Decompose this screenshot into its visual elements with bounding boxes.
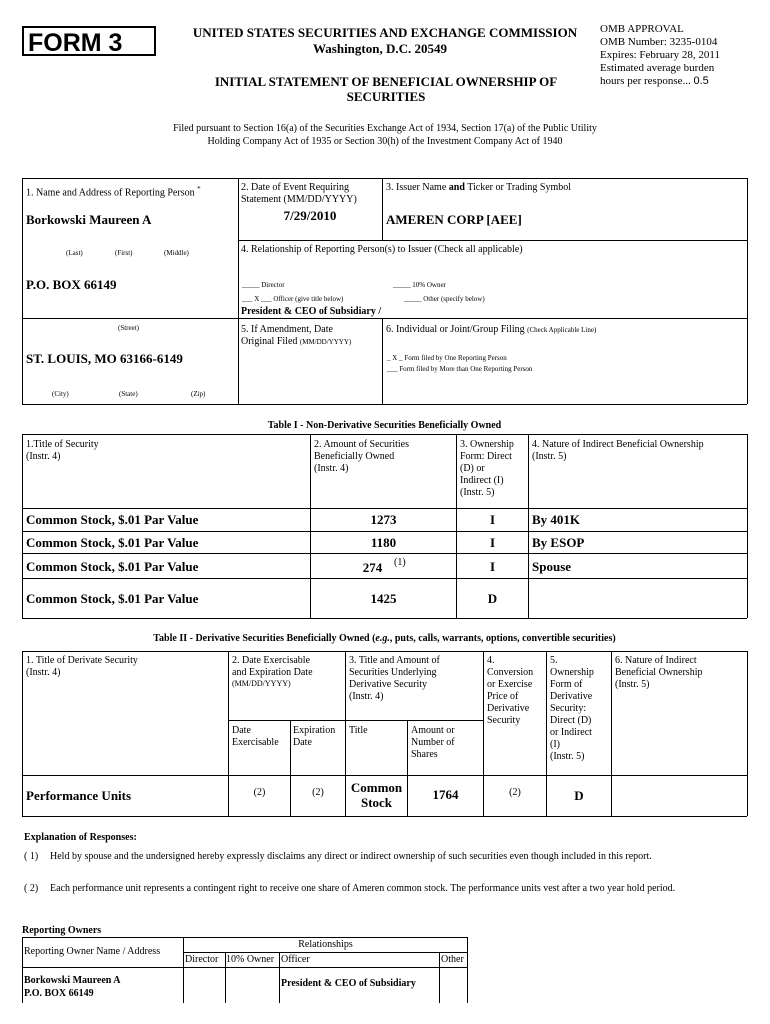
t1-col4-l2: (Instr. 5) — [532, 451, 567, 462]
city-label: (City) — [52, 390, 69, 398]
t1-row2-amount: 1180 — [370, 535, 397, 550]
omb-burden-value: 0.5 — [693, 75, 709, 87]
box6-label-note: (Check Applicable Line) — [527, 326, 597, 334]
other-option: _____ Other (specify below) — [404, 295, 485, 303]
owners-col-other: Other — [441, 954, 464, 965]
officer-mark: ___ X ___ — [242, 295, 272, 303]
t1-row4-amount: 1425 — [370, 591, 397, 606]
agency-location: Washington, D.C. 20549 — [313, 41, 447, 56]
director-option: _____ Director — [242, 281, 285, 289]
t1-col1-l2: (Instr. 4) — [26, 451, 61, 462]
t2-sub-amt-l3: Shares — [411, 749, 438, 760]
t1-col3-l5: (Instr. 5) — [460, 487, 495, 498]
filed-pursuant: Filed pursuant to Section 16(a) of the Securities Exchange Act of 1934, Section 17(a) of the Public Utility Holding Company Act of 1935 or Section 30(h) of the Investment Company Act of 1940 — [173, 123, 597, 147]
agency-name: UNITED STATES SECURITIES AND EXCHANGE COMMISSION — [192, 25, 578, 40]
t1-row1-form: I — [489, 512, 496, 527]
t2-row-security: Performance Units — [26, 788, 132, 803]
t2-row-title — [346, 780, 407, 810]
t2-col4-l1: 4. — [487, 655, 495, 666]
box3-label-post: Ticker or Trading Symbol — [467, 182, 572, 193]
t2-col5-l5: Security: — [550, 703, 587, 714]
last-label: (Last) — [66, 249, 83, 257]
owners-col-name: Reporting Owner Name / Address — [24, 946, 161, 957]
t2-col5-l3: Form of — [550, 679, 583, 690]
box3-label — [386, 182, 571, 194]
omb-burden: Estimated average burden — [600, 62, 715, 74]
t2-col5-l7: or Indirect — [550, 727, 592, 738]
t2-col5-l8: (I) — [550, 739, 560, 750]
t2-col3-l2: Securities Underlying — [349, 667, 437, 678]
t1-col1-l1: 1.Title of Security — [26, 439, 99, 450]
explanation-heading: Explanation of Responses: — [24, 832, 137, 843]
first-label: (First) — [115, 249, 133, 257]
owners-heading: Reporting Owners — [22, 925, 102, 936]
officer-option — [242, 295, 343, 304]
footnote-2-number: ( 2) — [24, 883, 39, 894]
box6-label — [386, 324, 746, 336]
t1-col2-l1: 2. Amount of Securities — [314, 439, 409, 450]
t1-col4-l1: 4. Nature of Indirect Beneficial Ownership — [532, 439, 704, 450]
box2-label-line2: Statement (MM/DD/YYYY) — [241, 194, 357, 205]
table2-title — [22, 633, 747, 645]
t2-col6-l1: 6. Nature of Indirect — [615, 655, 697, 666]
t2-sub-exp-l2: Date — [293, 737, 312, 748]
box6-label-text: 6. Individual or Joint/Group Filing — [386, 324, 525, 335]
omb-burden-hours — [600, 75, 765, 88]
t1-col3-l1: 3. Ownership — [460, 439, 514, 450]
t2-row-title-l2: Stock — [360, 795, 393, 810]
owner-address: P.O. BOX 66149 — [24, 988, 94, 999]
box3-label-pre: 3. Issuer Name — [386, 182, 447, 193]
t1-row3-security: Common Stock, $.01 Par Value — [26, 559, 199, 574]
t2-col4-l4: Price of — [487, 691, 519, 702]
t2-col6-l3: (Instr. 5) — [615, 679, 650, 690]
t1-row2-nature: By ESOP — [532, 535, 585, 550]
owners-relationships: Relationships — [298, 939, 353, 950]
t2-row-expiration: (2) — [312, 787, 324, 798]
t2-col2-header — [232, 655, 313, 689]
t1-row3-footnote: (1) — [394, 557, 406, 568]
omb-number: OMB Number: 3235-0104 — [600, 36, 718, 48]
box4-label: 4. Relationship of Reporting Person(s) to Issuer (Check all applicable) — [241, 244, 523, 255]
t2-col4-l6: Security — [487, 715, 521, 726]
t2-row-amount: 1764 — [432, 787, 459, 802]
t2-col1-l2: (Instr. 4) — [26, 667, 61, 678]
omb-box — [600, 23, 765, 88]
owner-officer-title: President & CEO of Subsidiary — [281, 978, 416, 989]
t1-col3-l4: Indirect (I) — [460, 475, 504, 486]
t1-col4-header — [532, 439, 746, 463]
table1-title: Table I - Non-Derivative Securities Beneficially Owned — [267, 420, 502, 431]
box1-label-text: 1. Name and Address of Reporting Person — [26, 187, 195, 199]
footnote-1-text: Held by spouse and the undersigned hereby expressly disclaims any direct or indirect ownership of such securities even though included in this report. — [50, 851, 652, 862]
t2-col5-l2: Ownership — [550, 667, 594, 678]
state-label: (State) — [119, 390, 138, 398]
t2-col5-l1: 5. — [550, 655, 558, 666]
filing-one-person-label: Form filed by One Reporting Person — [404, 354, 507, 362]
t2-col1-header — [26, 655, 138, 679]
t2-col3-header — [349, 655, 440, 703]
t1-row3-form: I — [489, 559, 496, 574]
t1-col2-header — [314, 439, 409, 475]
officer-title: President & CEO of Subsidiary / — [241, 306, 382, 317]
t1-row1-security: Common Stock, $.01 Par Value — [26, 512, 199, 527]
omb-expires: Expires: February 28, 2011 — [600, 49, 720, 61]
t2-sub-date-l1: Date — [232, 725, 251, 736]
t1-col3-header — [460, 439, 514, 499]
t2-col3-l1: 3. Title and Amount of — [349, 655, 440, 666]
table2-title-a: Table II - Derivative Securities Beneficially Owned ( — [153, 633, 376, 644]
ten-pct-option: _____ 10% Owner — [393, 281, 446, 289]
t1-row3-nature: Spouse — [532, 559, 572, 574]
footnote-1-number: ( 1) — [24, 851, 39, 862]
t2-col4-l5: Derivative — [487, 703, 530, 714]
t1-row4-security: Common Stock, $.01 Par Value — [26, 591, 199, 606]
t2-col1-l1: 1. Title of Derivate Security — [26, 655, 138, 666]
t2-sub-date-l2: Exercisable — [232, 737, 279, 748]
zip-label: (Zip) — [191, 390, 206, 398]
owners-col-ten-pct: 10% Owner — [226, 954, 275, 965]
city-value: ST. LOUIS, MO 63166-6149 — [26, 351, 183, 366]
t2-col6-header — [615, 655, 702, 691]
middle-label: (Middle) — [164, 249, 189, 257]
t1-col2-l3: (Instr. 4) — [314, 463, 349, 474]
issuer-name: AMEREN CORP [AEE] — [386, 212, 522, 227]
t2-sub-date — [232, 725, 279, 749]
event-date: 7/29/2010 — [283, 208, 337, 223]
t2-sub-amt — [411, 725, 455, 761]
t2-row-title-l1: Common — [350, 780, 403, 795]
t2-col5-l4: Derivative — [550, 691, 593, 702]
street-value: P.O. BOX 66149 — [26, 277, 117, 292]
box2-label-line1: 2. Date of Event Requiring — [241, 182, 350, 193]
t2-col4-header — [487, 655, 533, 727]
t2-col5-header — [550, 655, 594, 763]
t2-col2-l1: 2. Date Exercisable — [232, 655, 311, 666]
officer-label: Officer (give title below) — [273, 295, 344, 303]
form-label: FORM 3 — [28, 29, 123, 57]
t1-row1-amount: 1273 — [370, 512, 397, 527]
filing-multiple: ___ Form filed by More than One Reporting Person — [387, 365, 533, 373]
table2-title-b: , puts, calls, warrants, options, convertible securities) — [389, 633, 616, 644]
t2-col4-l2: Conversion — [487, 667, 534, 678]
filing-one-person-mark: _ X _ — [387, 354, 403, 362]
t2-col4-l3: or Exercise — [487, 679, 533, 690]
t2-sub-exp-l1: Expiration — [293, 725, 336, 736]
t2-col2-l2: and Expiration Date — [232, 667, 313, 678]
filing-one-person — [387, 354, 507, 363]
t1-row3-amount: 274 — [362, 560, 383, 575]
owners-col-director: Director — [185, 954, 219, 965]
box1-label — [26, 183, 201, 199]
box5-label — [241, 324, 381, 348]
box5-line1: 5. If Amendment, Date — [241, 324, 333, 335]
t2-col5-l6: Direct (D) — [550, 715, 592, 726]
form-title: INITIAL STATEMENT OF BENEFICIAL OWNERSHIP OF SECURITIES — [214, 74, 558, 104]
omb-approval: OMB APPROVAL — [600, 23, 684, 35]
t2-row-date-exercisable: (2) — [253, 787, 266, 798]
t1-col3-l2: Form: Direct — [460, 451, 512, 462]
t1-col2-l2: Beneficially Owned — [314, 451, 395, 462]
t2-sub-exp — [293, 725, 335, 749]
box1-asterisk: * — [197, 185, 201, 193]
omb-burden-hours-label: hours per response... — [600, 75, 691, 87]
t1-row2-form: I — [489, 535, 496, 550]
owner-name: Borkowski Maureen A — [24, 975, 121, 986]
t2-col3-l3: Derivative Security — [349, 679, 428, 690]
t1-col3-l3: (D) or — [460, 463, 485, 474]
form-label-box — [22, 26, 156, 56]
box5-fmt: (MM/DD/YYYY) — [299, 338, 352, 346]
street-label: (Street) — [118, 324, 139, 332]
t2-sub-amt-l1: Amount or — [411, 725, 455, 736]
t1-row1-nature: By 401K — [532, 512, 581, 527]
box2-label — [241, 182, 381, 206]
table2-title-eg: e.g. — [375, 633, 390, 644]
t2-col3-l4: (Instr. 4) — [349, 691, 384, 702]
box3-label-and: and — [448, 182, 465, 193]
t1-col1-header — [26, 439, 99, 463]
t1-row4-form: D — [487, 591, 498, 606]
t2-sub-title: Title — [349, 725, 368, 736]
t2-col2-l3: (MM/DD/YYYY) — [232, 679, 291, 688]
box5-line2: Original Filed — [241, 336, 298, 347]
t1-row2-security: Common Stock, $.01 Par Value — [26, 535, 199, 550]
footnote-2-text: Each performance unit represents a contingent right to receive one share of Ameren common stock. The performance units vest after a two year hold period. — [50, 883, 676, 894]
t2-row-form: D — [574, 788, 584, 803]
owners-col-officer: Officer — [281, 954, 310, 965]
t2-row-price: (2) — [509, 787, 521, 798]
t2-sub-amt-l2: Number of — [411, 737, 455, 748]
t2-col5-l9: (Instr. 5) — [550, 751, 585, 762]
reporting-person-name: Borkowski Maureen A — [26, 212, 152, 227]
t2-col6-l2: Beneficial Ownership — [615, 667, 703, 678]
box5-line2-wrap — [241, 336, 381, 348]
